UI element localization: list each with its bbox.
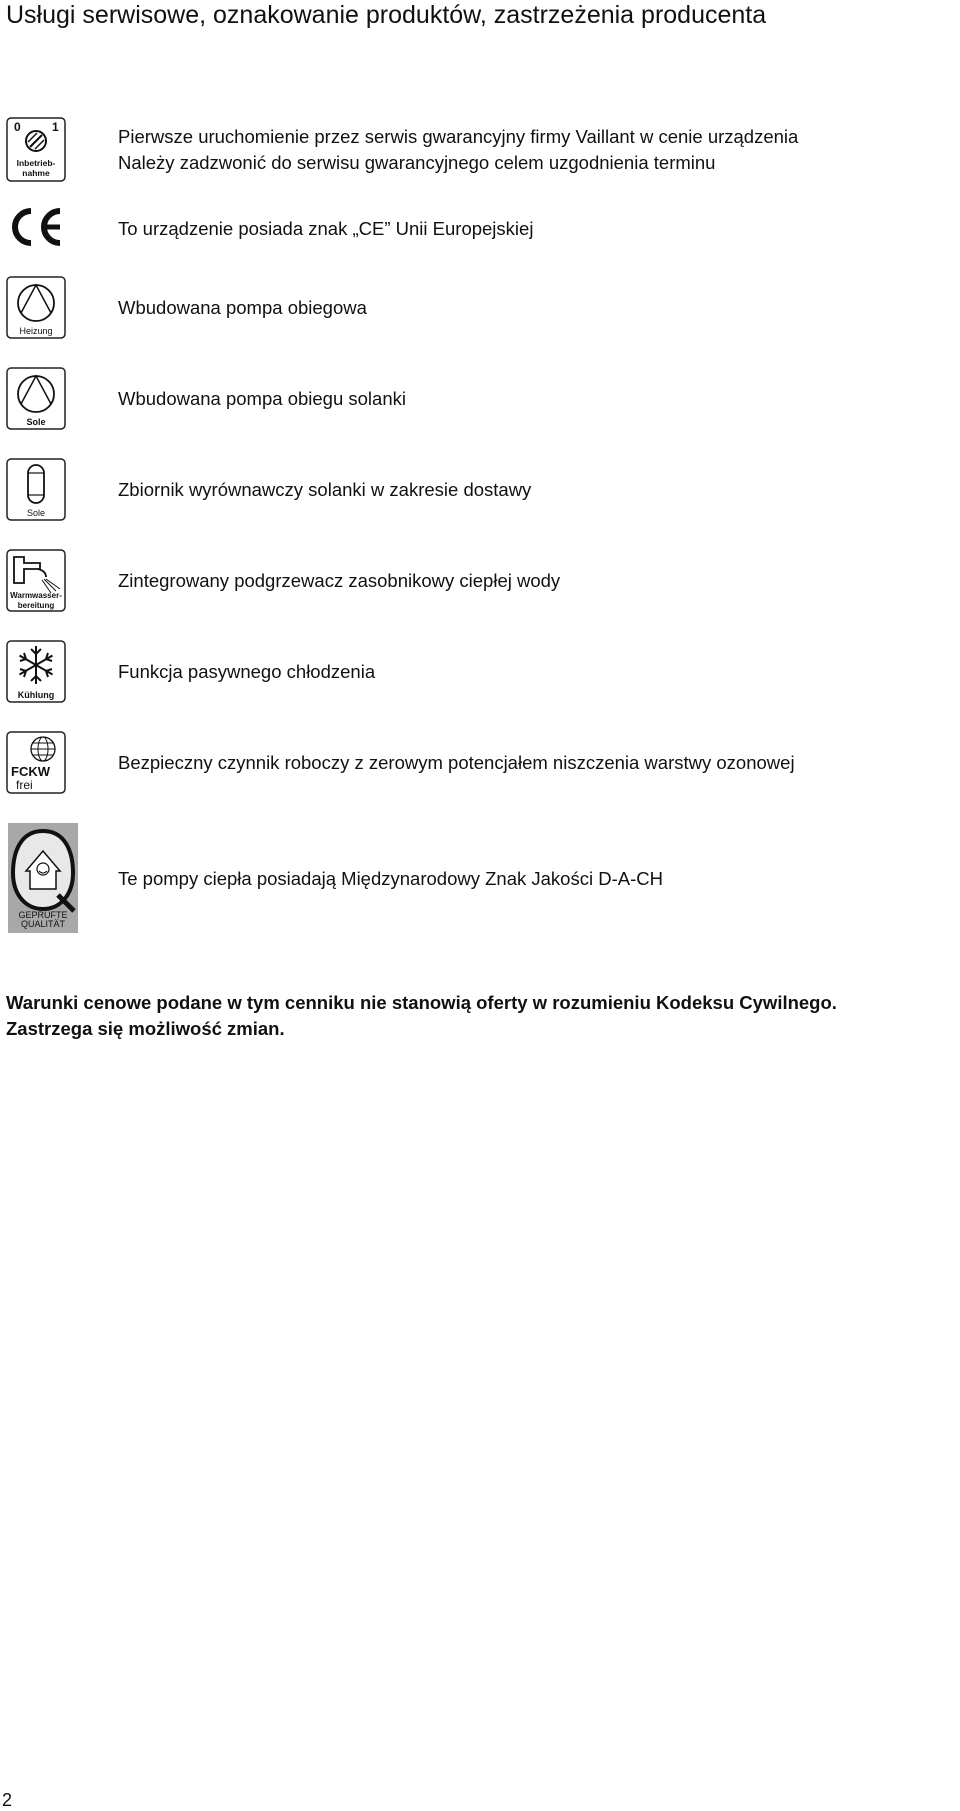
- icon-label: Inbetrieb-: [16, 158, 56, 168]
- icon-label: 0: [14, 120, 21, 134]
- item-text: [118, 750, 795, 776]
- icon-label: GEPRÜFTE: [18, 910, 68, 920]
- item-text: [118, 477, 531, 503]
- text-line: Pierwsze uruchomienie przez serwis gwarancyjny firmy Vaillant w cenie urządzenia: [118, 126, 799, 147]
- text-line: Wbudowana pompa obiegowa: [118, 297, 367, 318]
- heating-pump-icon: [6, 276, 66, 339]
- inbetriebnahme-icon: [6, 117, 66, 182]
- page-title: Usługi serwisowe, oznakowanie produktów, zastrzeżenia producenta: [6, 1, 767, 29]
- quality-seal-icon: [8, 823, 78, 933]
- item-text: [118, 568, 560, 594]
- icon-label: Heizung: [19, 326, 53, 336]
- text-line: Te pompy ciepła posiadają Międzynarodowy Znak Jakości D-A-CH: [118, 868, 663, 889]
- item-text: [118, 295, 367, 321]
- icon-label: Warmwasser-: [10, 591, 62, 600]
- icon-label: Sole: [26, 417, 46, 427]
- text-line: Należy zadzwonić do serwisu gwarancyjnego celem uzgodnienia terminu: [118, 152, 716, 173]
- text-line: Wbudowana pompa obiegu solanki: [118, 388, 406, 409]
- item-text: [118, 216, 533, 242]
- icon-label: frei: [16, 778, 33, 792]
- icon-label: Sole: [26, 508, 46, 518]
- icon-label: nahme: [22, 168, 50, 178]
- text-line: Zintegrowany podgrzewacz zasobnikowy ciepłej wody: [118, 570, 561, 591]
- item-text: [118, 386, 406, 412]
- notice-line: Warunki cenowe podane w tym cenniku nie stanowią oferty w rozumieniu Kodeksu Cywilnego.: [6, 992, 837, 1013]
- text-line: To urządzenie posiada znak „CE” Unii Europejskiej: [118, 218, 534, 239]
- item-text: [118, 866, 663, 892]
- icon-label: QUALITÄT: [20, 919, 66, 929]
- ce-mark-icon: [6, 205, 66, 249]
- hot-water-tap-icon: [6, 549, 66, 612]
- snowflake-icon: [6, 640, 66, 703]
- legal-notice: [6, 990, 837, 1042]
- page-number: 2: [2, 1790, 13, 1810]
- icon-label: Kühlung: [17, 690, 55, 700]
- notice-line: Zastrzega się możliwość zmian.: [6, 1018, 285, 1039]
- brine-tank-icon: [6, 458, 66, 521]
- text-line: Zbiornik wyrównawczy solanki w zakresie dostawy: [118, 479, 532, 500]
- item-text: [118, 659, 375, 685]
- icon-label: FCKW: [11, 764, 50, 779]
- icon-label: 1: [52, 120, 59, 134]
- text-line: Funkcja pasywnego chłodzenia: [118, 661, 376, 682]
- brine-pump-icon: [6, 367, 66, 430]
- icon-label: bereitung: [17, 601, 55, 610]
- item-text: [118, 124, 798, 176]
- text-line: Bezpieczny czynnik roboczy z zerowym potencjałem niszczenia warstwy ozonowej: [118, 752, 795, 773]
- fckw-free-globe-icon: [6, 731, 66, 794]
